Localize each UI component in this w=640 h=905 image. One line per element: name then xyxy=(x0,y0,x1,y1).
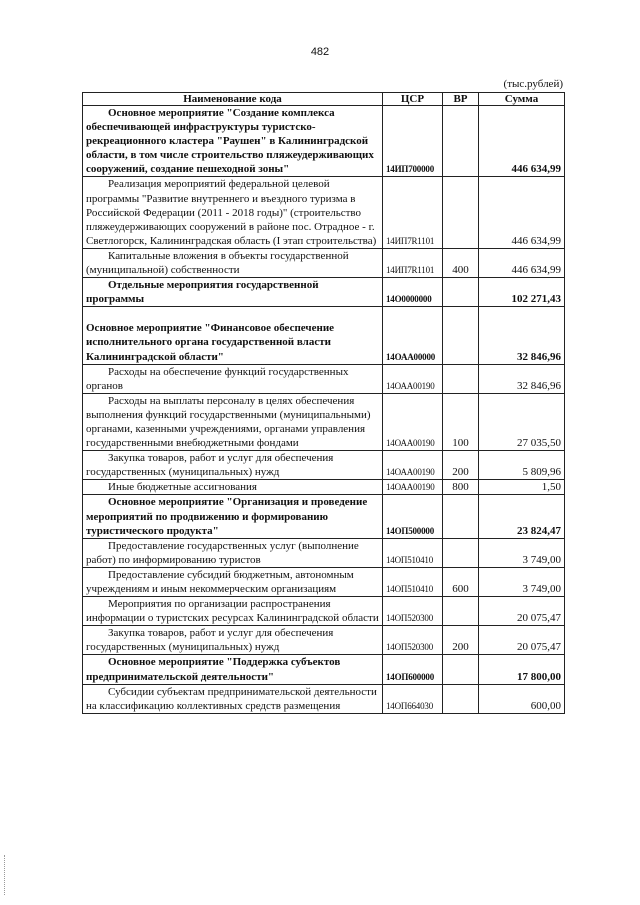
header-name: Наименование кода xyxy=(83,93,383,106)
table-row xyxy=(83,307,565,364)
row-name: Субсидии субъектам предпринимательской деятельности на классификацию коллективных средств размещения xyxy=(83,684,383,713)
table-row xyxy=(83,567,565,596)
row-vr xyxy=(443,495,479,538)
row-vr: 800 xyxy=(443,480,479,495)
header-vr: ВР xyxy=(443,93,479,106)
table-row xyxy=(83,106,565,177)
row-name: Основное мероприятие "Организация и проведение мероприятий по продвижению и формированию туристического продукта" xyxy=(83,495,383,538)
row-vr xyxy=(443,278,479,307)
row-sum: 600,00 xyxy=(479,684,565,713)
row-vr: 200 xyxy=(443,451,479,480)
row-sum: 17 800,00 xyxy=(479,655,565,684)
row-vr: 600 xyxy=(443,567,479,596)
table-row xyxy=(83,684,565,713)
row-sum: 446 634,99 xyxy=(479,106,565,177)
table-row xyxy=(83,597,565,626)
table-row xyxy=(83,278,565,307)
row-vr: 100 xyxy=(443,393,479,450)
row-sum: 32 846,96 xyxy=(479,364,565,393)
row-csr: 14ИП7R1101 xyxy=(383,248,443,277)
row-name: Расходы на выплаты персоналу в целях обеспечения выполнения функций государственными (муниципальными) органами, казенными учреждениями, органами управления государственными внебюджетными фондами xyxy=(83,393,383,450)
row-sum: 102 271,43 xyxy=(479,278,565,307)
row-csr: 14ОП510410 xyxy=(383,538,443,567)
row-csr: 14ОАА00190 xyxy=(383,364,443,393)
row-sum: 446 634,99 xyxy=(479,248,565,277)
row-name: Капитальные вложения в объекты государственной (муниципальной) собственности xyxy=(83,248,383,277)
row-csr: 14ОАА00190 xyxy=(383,480,443,495)
table-row xyxy=(83,177,565,248)
row-csr: 14ОАА00000 xyxy=(383,307,443,364)
row-sum: 23 824,47 xyxy=(479,495,565,538)
row-sum: 20 075,47 xyxy=(479,597,565,626)
row-vr xyxy=(443,307,479,364)
row-csr: 14ИП7R1101 xyxy=(383,177,443,248)
scan-margin-mark xyxy=(4,855,6,895)
row-sum: 3 749,00 xyxy=(479,567,565,596)
row-csr: 14ОАА00190 xyxy=(383,393,443,450)
row-name: Реализация мероприятий федеральной целевой программы "Развитие внутреннего и въездного туризма в Российской Федерации (2011 - 2018 годы)" (строительство пляжеудерживающих сооружений в районе пос. Отрадное - г. Светлогорск, Калининградская область (I этап строительства) xyxy=(83,177,383,248)
row-name: Закупка товаров, работ и услуг для обеспечения государственных (муниципальных) нужд xyxy=(83,626,383,655)
table-row xyxy=(83,655,565,684)
row-sum: 3 749,00 xyxy=(479,538,565,567)
row-csr: 14ОП500000 xyxy=(383,495,443,538)
row-vr: 200 xyxy=(443,626,479,655)
row-csr: 14ОП520300 xyxy=(383,626,443,655)
row-name: Закупка товаров, работ и услуг для обеспечения государственных (муниципальных) нужд xyxy=(83,451,383,480)
row-vr xyxy=(443,597,479,626)
row-csr: 14ОП520300 xyxy=(383,597,443,626)
row-name: Расходы на обеспечение функций государственных органов xyxy=(83,364,383,393)
row-vr xyxy=(443,364,479,393)
row-name: Основное мероприятие "Создание комплекса обеспечивающей инфраструктуры туристско-рекреационного кластера "Раушен" в Калининградской области, в том числе строительство пляжеудерживающих сооружений, создание пешеходной зоны" xyxy=(83,106,383,177)
budget-table xyxy=(82,92,565,714)
row-csr: 14ИП700000 xyxy=(383,106,443,177)
row-name: Иные бюджетные ассигнования xyxy=(83,480,383,495)
table-row xyxy=(83,538,565,567)
table-header-row xyxy=(83,93,565,106)
row-csr: 14ОП600000 xyxy=(383,655,443,684)
table-row xyxy=(83,451,565,480)
row-sum: 20 075,47 xyxy=(479,626,565,655)
row-sum: 1,50 xyxy=(479,480,565,495)
row-name: Предоставление государственных услуг (выполнение работ) по информированию туристов xyxy=(83,538,383,567)
table-row xyxy=(83,393,565,450)
table-row xyxy=(83,626,565,655)
row-sum: 446 634,99 xyxy=(479,177,565,248)
row-name: Основное мероприятие "Финансовое обеспечение исполнительного органа государственной власти Калининградской области" xyxy=(83,307,383,364)
row-csr: 14О0000000 xyxy=(383,278,443,307)
row-name: Предоставление субсидий бюджетным, автономным учреждениям и иным некоммерческим организациям xyxy=(83,567,383,596)
header-sum: Сумма xyxy=(479,93,565,106)
row-vr xyxy=(443,684,479,713)
page-number: 482 xyxy=(310,46,330,58)
row-vr: 400 xyxy=(443,248,479,277)
row-csr: 14ОАА00190 xyxy=(383,451,443,480)
row-vr xyxy=(443,177,479,248)
table-row xyxy=(83,480,565,495)
header-csr: ЦСР xyxy=(383,93,443,106)
row-name: Основное мероприятие "Поддержка субъектов предпринимательской деятельности" xyxy=(83,655,383,684)
row-vr xyxy=(443,655,479,684)
row-csr: 14ОП510410 xyxy=(383,567,443,596)
row-name: Мероприятия по организации распространения информации о туристских ресурсах Калининградской области xyxy=(83,597,383,626)
table-row xyxy=(83,364,565,393)
row-csr: 14ОП664030 xyxy=(383,684,443,713)
row-vr xyxy=(443,538,479,567)
table-row xyxy=(83,495,565,538)
units-label: (тыс.рублей) xyxy=(503,78,563,90)
row-sum: 5 809,96 xyxy=(479,451,565,480)
row-sum: 27 035,50 xyxy=(479,393,565,450)
row-sum: 32 846,96 xyxy=(479,307,565,364)
table-row xyxy=(83,248,565,277)
row-vr xyxy=(443,106,479,177)
row-name: Отдельные мероприятия государственной программы xyxy=(83,278,383,307)
